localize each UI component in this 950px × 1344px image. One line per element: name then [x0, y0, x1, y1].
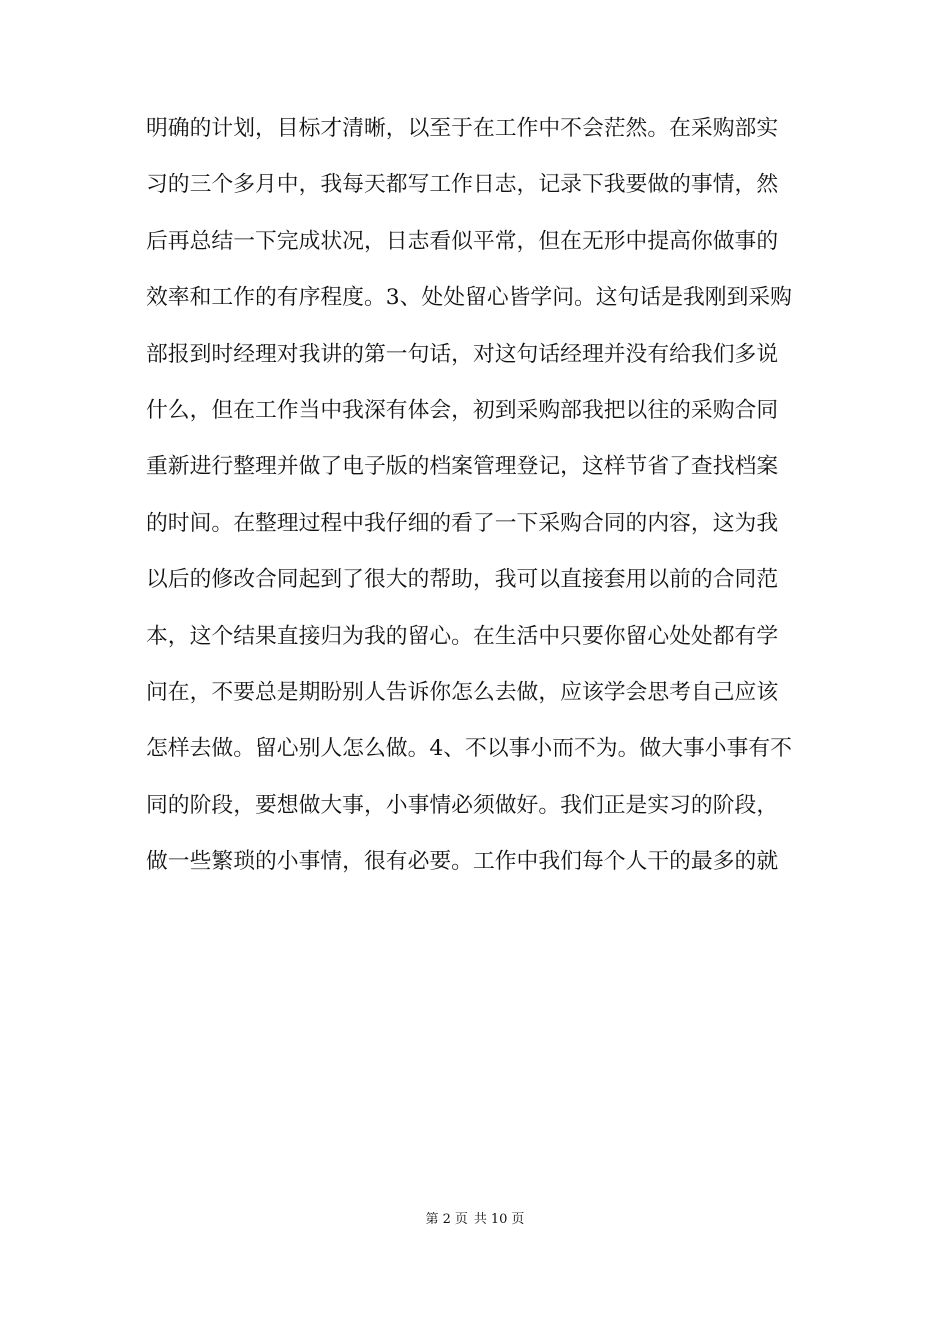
total-page-number: 10: [490, 1212, 508, 1227]
text-line: 问在，不要总是期盼别人告诉你怎么去做，应该学会思考自己应该: [146, 679, 779, 705]
text-line: 本，这个结果直接归为我的留心。在生活中只要你留心处处都有学: [146, 623, 779, 649]
footer-total-prefix: 共: [473, 1212, 487, 1227]
current-page-number: 2: [442, 1212, 451, 1227]
text-line: 后再总结一下完成状况，日志看似平常，但在无形中提高你做事的: [146, 228, 779, 254]
text-line: 效率和工作的有序程度。3、处处留心皆学问。这句话是我刚到采购: [146, 285, 792, 311]
page-footer: [0, 1208, 950, 1227]
text-line: 明确的计划，目标才清晰，以至于在工作中不会茫然。在采购部实: [146, 116, 779, 141]
text-line: 的时间。在整理过程中我仔细的看了一下采购合同的内容，这为我: [146, 510, 779, 536]
footer-page-label: 页: [454, 1212, 468, 1227]
footer-prefix: 第: [425, 1212, 439, 1227]
text-line: 同的阶段，要想做大事，小事情必须做好。我们正是实习的阶段，: [146, 792, 779, 818]
footer-total-suffix: 页: [511, 1212, 525, 1227]
text-line: 做一些繁琐的小事情，很有必要。工作中我们每个人干的最多的就: [146, 849, 779, 875]
text-line: 怎样去做。留心别人怎么做。4、不以事小而不为。做大事小事有不: [146, 736, 792, 762]
body-text: [146, 110, 808, 899]
text-line: 以后的修改合同起到了很大的帮助，我可以直接套用以前的合同范: [146, 567, 779, 593]
text-line: 什么，但在工作当中我深有体会，初到采购部我把以往的采购合同: [146, 397, 779, 423]
text-line: 部报到时经理对我讲的第一句话，对这句话经理并没有给我们多说: [146, 341, 779, 367]
text-line: 习的三个多月中，我每天都写工作日志，记录下我要做的事情，然: [146, 172, 779, 198]
text-line: 重新进行整理并做了电子版的档案管理登记，这样节省了查找档案: [146, 454, 779, 480]
